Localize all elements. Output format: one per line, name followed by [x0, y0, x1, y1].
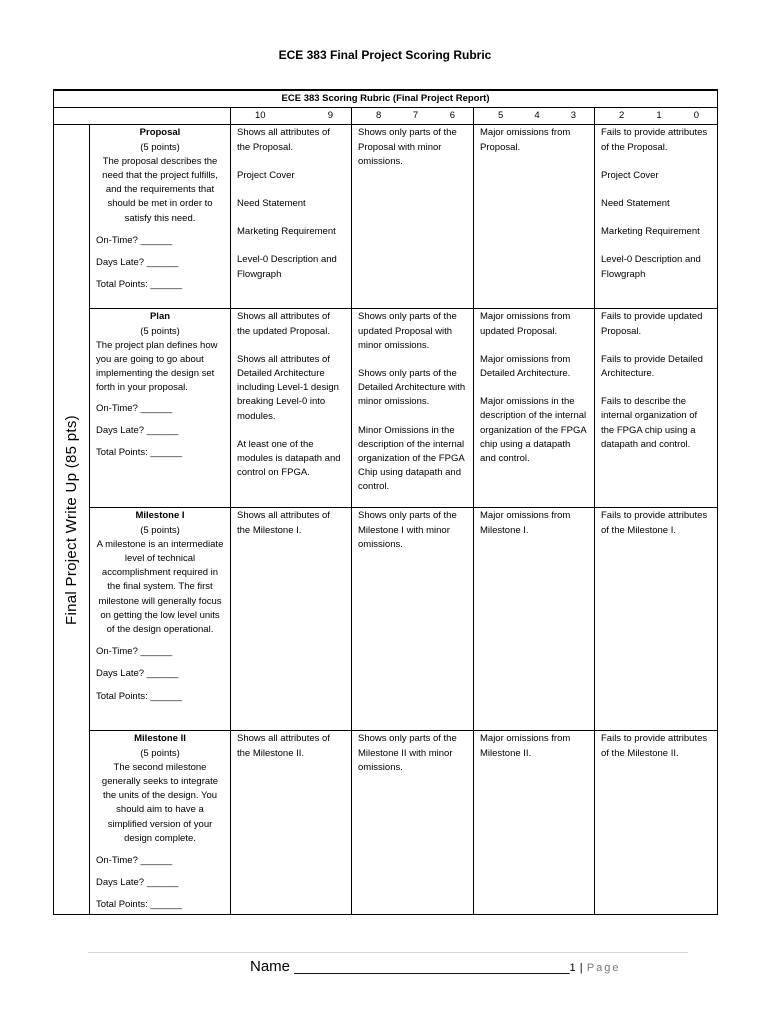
- score-group-1-values: 10 9: [255, 110, 333, 122]
- days-late-field[interactable]: Days Late? ______: [96, 424, 179, 436]
- score-group-3-values: 5 4 3: [498, 110, 576, 122]
- total-points-field[interactable]: Total Points: ______: [96, 279, 183, 291]
- criterion-name: Milestone II: [134, 733, 186, 745]
- cell-text: Fails to provide updated Proposal.: [601, 311, 703, 337]
- score-cell-2-0: [595, 508, 718, 731]
- cell-text: Project Cover: [601, 169, 659, 181]
- score-group-2: [352, 108, 474, 125]
- cell-text: Project Cover: [237, 169, 295, 181]
- score-group-4: [595, 108, 718, 125]
- criterion-name: Plan: [149, 311, 171, 323]
- criterion-points: (5 points): [140, 141, 180, 153]
- cell-text: Minor Omissions in the description of the internal organization of the FPGA Chip using datapath and control.: [358, 424, 465, 493]
- score-cell-5-3: [474, 508, 595, 731]
- total-points-field[interactable]: Total Points: ______: [96, 899, 183, 911]
- table-row: [54, 309, 718, 508]
- cell-text: Shows all attributes of the Milestone I.: [237, 510, 330, 536]
- criterion-description: The project plan defines how you are going to go about implementing the design set forth in your proposal.: [96, 339, 218, 394]
- rubric-header: ECE 383 Scoring Rubric (Final Project Report): [54, 90, 718, 108]
- score-cell-2-0: [595, 125, 718, 309]
- cell-text: Shows all attributes of the Proposal.: [237, 127, 330, 153]
- cell-text: Shows only parts of the Milestone I with minor omissions.: [358, 510, 457, 550]
- criterion-points: (5 points): [140, 325, 180, 337]
- cell-text: Fails to describe the internal organization of the FPGA chip using a datapath and control.: [601, 396, 698, 450]
- cell-text: Major omissions from Milestone II.: [480, 733, 571, 759]
- footer-divider: [88, 952, 688, 953]
- score-group-4-values: 2 1 0: [619, 110, 700, 122]
- cell-text: Shows all attributes of the Milestone II.: [237, 733, 330, 759]
- criterion-milestone-2: [90, 731, 231, 914]
- score-header-blank: [54, 108, 231, 125]
- days-late-field[interactable]: Days Late? ______: [96, 877, 179, 889]
- cell-text: Need Statement: [237, 198, 306, 210]
- cell-text: Level-0 Description and Flowgraph: [601, 254, 701, 280]
- criterion-points: (5 points): [140, 747, 180, 759]
- criterion-proposal: [90, 125, 231, 309]
- days-late-field[interactable]: Days Late? ______: [96, 257, 179, 269]
- score-cell-2-0: [595, 309, 718, 508]
- page-word: Page: [586, 962, 621, 974]
- scoring-rubric-table: [53, 89, 718, 915]
- table-row: [54, 508, 718, 731]
- cell-text: Major omissions in the description of the internal organization of the FPGA chip using a datapath and control.: [480, 396, 587, 465]
- criterion-milestone-1: [90, 508, 231, 731]
- score-cell-8-6: [352, 309, 474, 508]
- name-line[interactable]: _________________________________: [294, 958, 570, 975]
- table-row: [54, 125, 718, 309]
- total-points-field[interactable]: Total Points: ______: [96, 690, 183, 702]
- score-group-1: [231, 108, 352, 125]
- criterion-description: A milestone is an intermediate level of technical accomplishment required in the final system. The first milestone will generally focus on getting the low level units of the design operational.: [96, 538, 224, 636]
- cell-text: Marketing Requirement: [601, 226, 700, 238]
- score-cell-10-9: [231, 508, 352, 731]
- cell-text: Shows all attributes of the updated Proposal.: [237, 311, 330, 337]
- cell-text: Shows all attributes of Detailed Architecture including Level-1 design breaking Level-0 into modules.: [237, 353, 339, 422]
- score-cell-10-9: [231, 309, 352, 508]
- on-time-field[interactable]: On-Time? ______: [96, 646, 173, 658]
- page-separator: |: [579, 962, 583, 974]
- cell-text: Shows only parts of the Milestone II with minor omissions.: [358, 733, 457, 773]
- cell-text: Shows only parts of the Detailed Architecture with minor omissions.: [358, 368, 466, 408]
- score-group-3: [474, 108, 595, 125]
- table-row: [54, 731, 718, 914]
- score-cell-8-6: [352, 508, 474, 731]
- score-cell-10-9: [231, 731, 352, 914]
- cell-text: Fails to provide attributes of the Milestone I.: [601, 510, 708, 536]
- score-cell-2-0: [595, 731, 718, 914]
- cell-text: Level-0 Description and Flowgraph: [237, 254, 337, 280]
- criterion-name: Proposal: [139, 127, 181, 139]
- document-title: ECE 383 Final Project Scoring Rubric: [278, 48, 492, 62]
- cell-text: Need Statement: [601, 198, 670, 210]
- days-late-field[interactable]: Days Late? ______: [96, 668, 179, 680]
- score-cell-8-6: [352, 731, 474, 914]
- page-number: 1: [569, 962, 576, 974]
- cell-text: Major omissions from Proposal.: [480, 127, 571, 153]
- score-cell-5-3: [474, 309, 595, 508]
- score-group-2-values: 8 7 6: [376, 110, 455, 122]
- cell-text: Marketing Requirement: [237, 226, 336, 238]
- score-cell-10-9: [231, 125, 352, 309]
- cell-text: Fails to provide attributes of the Proposal.: [601, 127, 708, 153]
- score-cell-5-3: [474, 125, 595, 309]
- name-label: Name: [250, 958, 291, 975]
- cell-text: Major omissions from updated Proposal.: [480, 311, 571, 337]
- cell-text: Fails to provide Detailed Architecture.: [601, 353, 703, 380]
- cell-text: Shows only parts of the Proposal with minor omissions.: [358, 127, 457, 167]
- cell-text: At least one of the modules is datapath and control on FPGA.: [237, 438, 341, 479]
- score-cell-5-3: [474, 731, 595, 914]
- criterion-plan: [90, 309, 231, 508]
- cell-text: Major omissions from Detailed Architecture.: [480, 353, 571, 380]
- criterion-description: The second milestone generally seeks to integrate the units of the design. You should aim to have a simplified version of your design complete.: [101, 761, 219, 844]
- footer: [250, 958, 621, 975]
- criterion-name: Milestone I: [135, 510, 185, 522]
- criterion-description: The proposal describes the need that the project fulfills, and the requirements that should be met in order to satisfy this need.: [102, 155, 218, 224]
- cell-text: Fails to provide attributes of the Milestone II.: [601, 733, 708, 759]
- on-time-field[interactable]: On-Time? ______: [96, 402, 173, 414]
- on-time-field[interactable]: On-Time? ______: [96, 855, 173, 867]
- score-cell-8-6: [352, 125, 474, 309]
- cell-text: Shows only parts of the updated Proposal with minor omissions.: [358, 311, 457, 351]
- cell-text: Major omissions from Milestone I.: [480, 510, 571, 536]
- on-time-field[interactable]: On-Time? ______: [96, 234, 173, 246]
- section-label-cell: [54, 125, 90, 914]
- criterion-points: (5 points): [140, 524, 180, 536]
- total-points-field[interactable]: Total Points: ______: [96, 447, 183, 459]
- section-label: Final Project Write Up (85 pts): [62, 414, 80, 625]
